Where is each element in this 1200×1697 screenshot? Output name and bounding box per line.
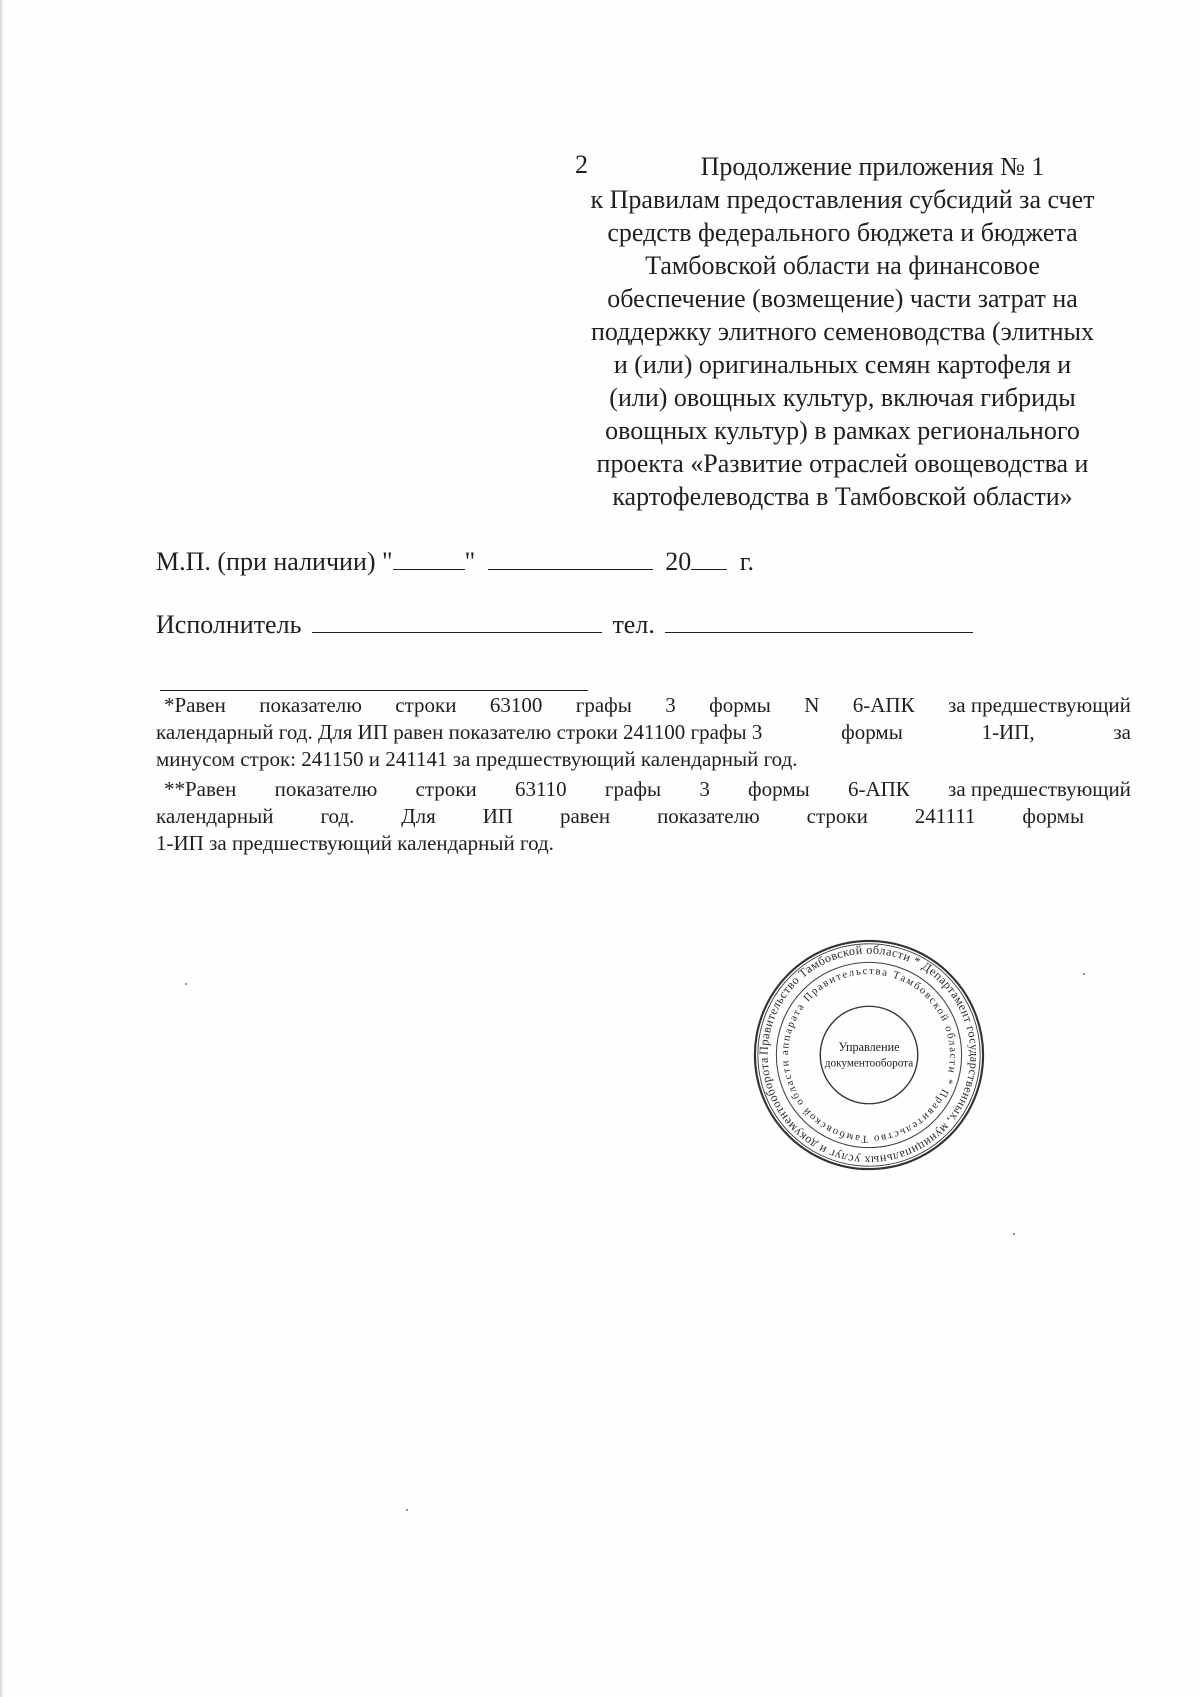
- footnote-2-line-3: 1-ИП за предшествующий календарный год.: [156, 831, 554, 855]
- fn-word: 6-АПК: [852, 693, 915, 717]
- fn-word: **Равен: [164, 777, 237, 801]
- fn-word: 63110: [514, 777, 567, 801]
- appendix-title: Продолжение приложения № 1: [700, 152, 1045, 181]
- quote-close: ": [464, 547, 476, 576]
- fn-word: 63100: [489, 693, 543, 717]
- fn-word: формы: [748, 777, 810, 801]
- fn-word: ИП: [482, 804, 514, 828]
- appendix-line: овощных культур) в рамках регионального: [605, 416, 1080, 445]
- fn-word: строки: [806, 804, 868, 828]
- year-prefix: 20: [665, 547, 692, 576]
- fn-word: строки: [415, 777, 477, 801]
- stamp-inner-ring: [820, 1006, 918, 1104]
- fn-word: год.: [320, 804, 355, 828]
- fn-word: показателю: [259, 693, 362, 717]
- fn-word: формы: [709, 693, 771, 717]
- fn-word: показателю: [274, 777, 378, 801]
- month-blank[interactable]: [488, 545, 653, 570]
- official-stamp: [752, 938, 986, 1172]
- footnote-1-line-1: [156, 692, 1131, 719]
- fn-word: формы: [1022, 804, 1085, 828]
- stamp-center-line-1: Управление: [838, 1040, 900, 1055]
- stamp-center-line-2: документооборота: [824, 1057, 914, 1070]
- appendix-line: (или) овощных культур, включая гибриды: [609, 383, 1076, 412]
- stamp-date-line: [156, 545, 754, 577]
- appendix-line: Тамбовской области на финансовое: [645, 251, 1040, 280]
- stamp-middle-textpath: аппарата Правительства Тамбовской области * Правительство Тамбовской области: [779, 965, 959, 1145]
- fn-word: графы: [575, 693, 632, 717]
- fn-word: строки: [395, 693, 457, 717]
- footnote-1-line-3: минусом строк: 241150 и 241141 за предшествующий календарный год.: [156, 747, 798, 771]
- fn-word: 241111: [914, 804, 976, 828]
- appendix-line: и (или) оригинальных семян картофеля и: [613, 350, 1072, 379]
- page-number: 2: [575, 150, 588, 179]
- appendix-line: к Правилам предоставления субсидий за счет: [590, 185, 1095, 214]
- executor-label: Исполнитель: [156, 610, 302, 639]
- executor-blank[interactable]: [312, 608, 602, 633]
- fn-word: календарный год. Для ИП равен показателю строки 241100 графы 3: [156, 720, 763, 744]
- mp-label: М.П. (при наличии) ": [156, 547, 393, 576]
- scan-edge: [0, 0, 4, 1697]
- appendix-line: картофелеводства в Тамбовской области»: [612, 482, 1073, 511]
- scan-speck: [1083, 973, 1085, 975]
- fn-word: за предшествующий: [948, 777, 1131, 801]
- scan-speck: [406, 1509, 408, 1511]
- day-blank[interactable]: [393, 545, 465, 570]
- fn-word: формы: [841, 720, 903, 744]
- stamp-middle-text: [779, 965, 959, 1145]
- executor-line: [156, 608, 973, 640]
- phone-blank[interactable]: [665, 608, 973, 633]
- footnote-2-line-2: [156, 803, 1131, 830]
- fn-word: Для: [401, 804, 436, 828]
- fn-word: 1-ИП,: [981, 720, 1035, 744]
- footnote-1-line-2: [156, 719, 1131, 746]
- fn-word: *Равен: [164, 693, 226, 717]
- phone-label: тел.: [612, 610, 655, 639]
- appendix-line: обеспечение (возмещение) части затрат на: [607, 284, 1078, 313]
- stamp-middle-ring: [776, 962, 961, 1147]
- appendix-line: средств федерального бюджета и бюджета: [607, 218, 1078, 247]
- appendix-line: поддержку элитного семеноводства (элитных: [590, 317, 1094, 346]
- footnote-2-line-1: [156, 776, 1131, 803]
- fn-word: календарный: [156, 804, 274, 828]
- scan-speck: [1013, 1233, 1015, 1235]
- fn-word: графы: [604, 777, 662, 801]
- stamp-outer-textpath: Правительство Тамбовской области * Департамент государственных, муниципальных услуг и документооборота: [756, 942, 982, 1168]
- fn-word: показателю: [657, 804, 760, 828]
- year-blank[interactable]: [691, 545, 727, 570]
- fn-word: равен: [559, 804, 611, 828]
- fn-word: за предшествующий: [947, 693, 1131, 717]
- year-suffix: г.: [739, 547, 754, 576]
- fn-word: за: [1113, 720, 1131, 744]
- appendix-header: [555, 150, 1130, 513]
- footnote-separator: [160, 690, 588, 691]
- scan-speck: [185, 983, 187, 985]
- fn-word: 6-АПК: [847, 777, 910, 801]
- fn-word: 3: [699, 777, 710, 801]
- fn-word: 3: [665, 693, 676, 717]
- appendix-line: проекта «Развитие отраслей овощеводства и: [596, 449, 1089, 478]
- footnotes: [156, 692, 1131, 857]
- fn-word: N: [804, 693, 820, 717]
